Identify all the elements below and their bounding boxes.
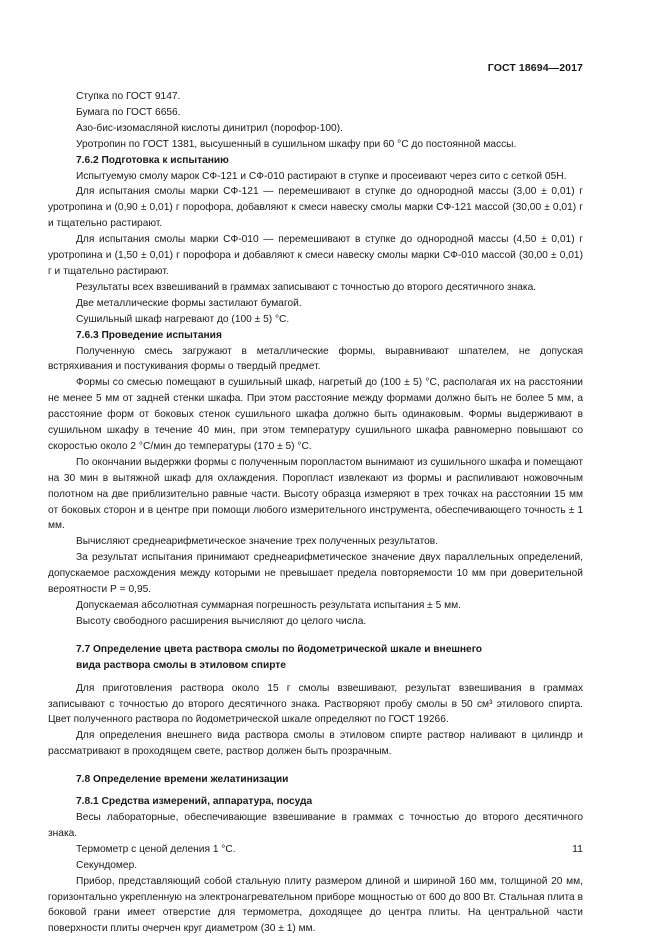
paragraph: Прибор, представляющий собой стальную плиту размером длиной и шириной 160 мм, толщиной 20 мм, горизонтально укрепленную на электронагревательном приборе мощностью от 600 до 800 Вт. Стальная плита в боковой грани имеет отверстие для термометра, доходящее до центра плиты. На центральной части поверхности плиты очерчен круг диаметром (30 ± 1) мм. xyxy=(48,875,583,935)
paragraph: Для определения внешнего вида раствора смолы в этиловом спирте раствор наливают в цилиндр и рассматривают в проходящем свете, раствор должен быть прозрачным. xyxy=(48,730,583,758)
paragraph: Формы со смесью помещают в сушильный шкаф, нагретый до (100 ± 5) °С, располагая их на расстоянии не менее 5 мм от задней стенки шкафа. При этом расстояние между формами должно быть не более 5 мм, а расстояние форм от боковых стенок сушильного шкафа должно быть одинаковым. Формы выдерживают в сушильном шкафу в течение 40 мин, при этом температуру сушильного шкафа равномерно повышают со скоростью около 2 °С/мин до температуры (170 ± 5) °С. xyxy=(48,377,583,452)
paragraph: Для испытания смолы марки СФ-121 — перемешивают в ступке до однородной массы (3,00 ± 0,01) г уротропина и (0,90 ± 0,01) г порофора, добавляют к смеси навеску смолы марки СФ-121 массой (30,00 ± 0,01) г и тщательно растирают. xyxy=(48,186,583,230)
paragraph: Вычисляют среднеарифметическое значение трех полученных результатов. xyxy=(76,536,439,548)
paragraph: Результаты всех взвешиваний в граммах записывают с точностью до второго десятичного знака. xyxy=(76,281,537,293)
paragraph: Ступка по ГОСТ 9147. xyxy=(76,91,181,102)
paragraph: Весы лабораторные, обеспечивающие взвешивание в граммах с точностью до второго десятичного знака. xyxy=(48,811,583,839)
paragraph: Сушильный шкаф нагревают до (100 ± 5) °С. xyxy=(76,313,290,325)
paragraph: Бумага по ГОСТ 6656. xyxy=(76,106,181,118)
page-number: 11 xyxy=(572,843,583,855)
paragraph: Уротропин по ГОСТ 1381, высушенный в сушильном шкафу при 60 °С до постоянной массы. xyxy=(76,138,517,150)
paragraph: Высоту свободного расширения вычисляют до целого числа. xyxy=(76,615,367,627)
paragraph: Допускаемая абсолютная суммарная погрешность результата испытания ± 5 мм. xyxy=(76,600,461,611)
paragraph: Испытуемую смолу марок СФ-121 и СФ-010 растирают в ступке и просеивают через сито с сеткой 05Н. xyxy=(76,170,567,182)
paragraph: Секундомер. xyxy=(76,859,138,871)
section-heading-7-7: 7.7 Определение цвета раствора смолы по йодометрической шкале и внешнего вида раствора смолы в этиловом спирте xyxy=(76,643,483,671)
paragraph: Азо-бис-изомасляной кислоты динитрил (порофор-100). xyxy=(76,122,343,134)
section-heading-7-6-3: 7.6.3 Проведение испытания xyxy=(76,329,222,341)
paragraph: Для испытания смолы марки СФ-010 — перемешивают в ступке до однородной массы (4,50 ± 0,01) г уротропина и (1,50 ± 0,01) г порофора и добавляют к смеси навеску смолы марки СФ-010 массой (30,00 ± 0,01) г и тщательно растирают. xyxy=(48,234,583,277)
section-heading-7-8-1: 7.8.1 Средства измерений, аппаратура, посуда xyxy=(76,796,313,808)
paragraph: По окончании выдержки формы с полученным поропластом вынимают из сушильного шкафа и помещают на 30 мин в вытяжной шкаф для охлаждения. Поропласт извлекают из формы и распиливают ножовочным полотном на две приблизительно равные части. Высоту образца измеряют в трех точках на расстоянии 15 мм от боковых сторон и в центре при помощи любого измерительного инструмента, обеспечивающего точность ± 1 мм. xyxy=(48,456,583,532)
section-heading-7-6-2: 7.6.2 Подготовка к испытанию xyxy=(76,154,229,166)
paragraph: Термометр с ценой деления 1 °С. xyxy=(76,843,236,855)
paragraph: Две металлические формы застилают бумагой. xyxy=(76,297,302,309)
document-body xyxy=(48,89,583,937)
document-header: ГОСТ 18694—2017 xyxy=(487,62,583,74)
section-heading-7-8: 7.8 Определение времени желатинизации xyxy=(76,774,289,786)
paragraph: Для приготовления раствора около 15 г смолы взвешивают, результат взвешивания в граммах записывают с точностью до второго десятичного знака. Растворяют пробу смолы в 50 см³ этилового спирта. Цвет полученного раствора по йодометрической шкале определяют по ГОСТ 19266. xyxy=(48,682,583,726)
paragraph: Полученную смесь загружают в металлические формы, выравнивают шпателем, не допуская встряхивания и постукивания формы о твердый предмет. xyxy=(48,345,583,373)
paragraph: За результат испытания принимают среднеарифметическое значение двух параллельных определений, допускаемое расхождения между которыми не превышает предела повторяемости 10 мм при доверительной вероятности Р = 0,95. xyxy=(48,552,583,596)
